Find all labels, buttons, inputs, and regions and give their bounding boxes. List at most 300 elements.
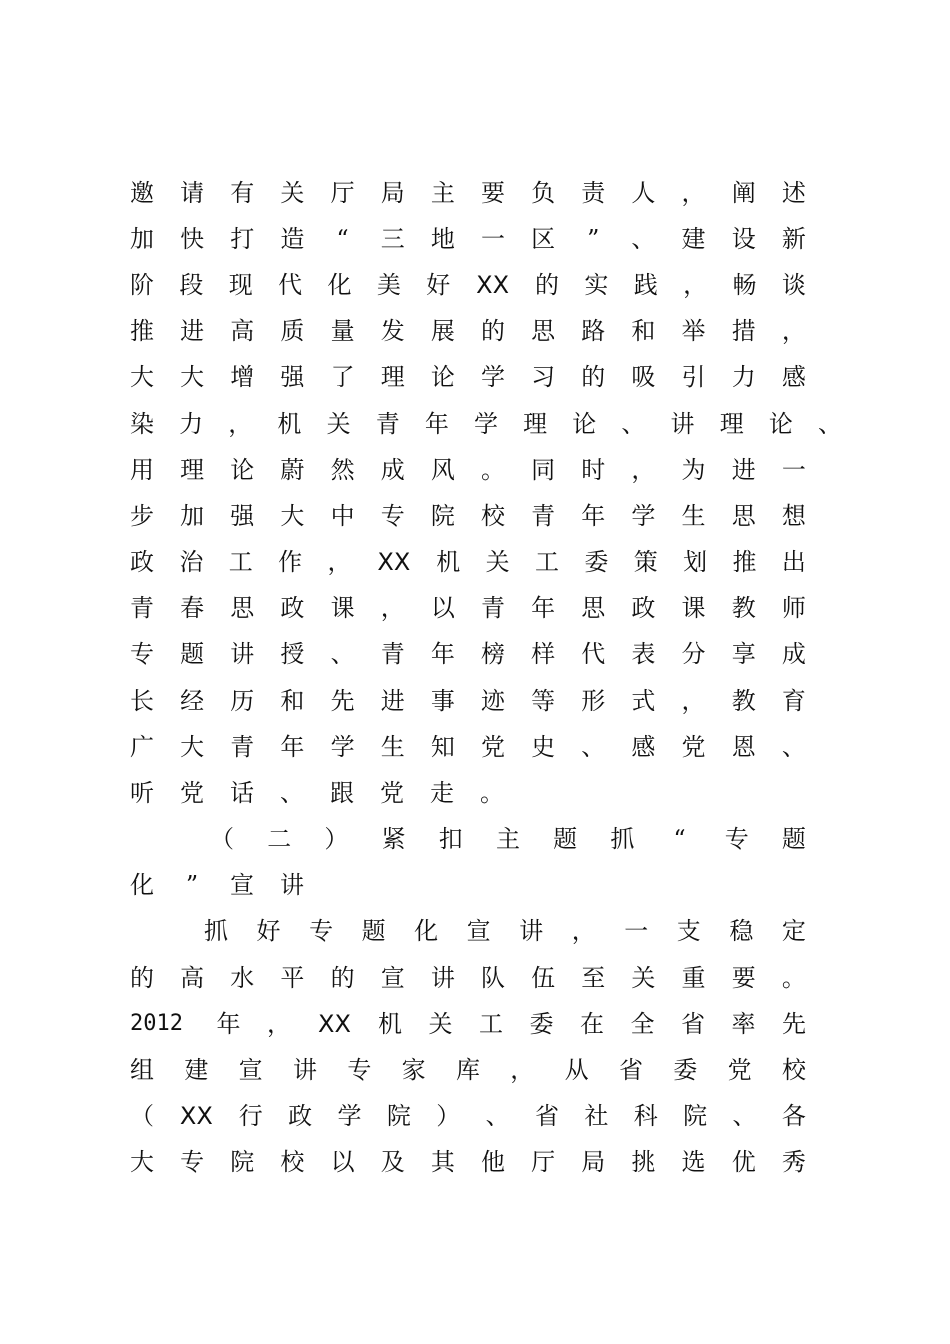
glyph: 青 [531, 502, 556, 530]
text-line [130, 173, 806, 213]
glyph: 院 [683, 1102, 708, 1130]
glyph: 委 [584, 548, 609, 576]
glyph: 推 [732, 548, 757, 576]
glyph: 题 [553, 825, 578, 853]
glyph: 支 [676, 917, 701, 945]
glyph: 队 [480, 964, 505, 992]
glyph: 广 [130, 733, 154, 761]
glyph: “ [673, 825, 686, 853]
glyph: 享 [731, 640, 756, 668]
glyph: 库 [455, 1056, 480, 1084]
glyph: 增 [230, 363, 255, 391]
glyph: 践 [633, 271, 658, 299]
glyph: 高 [230, 317, 255, 345]
glyph: 现 [228, 271, 253, 299]
glyph: 理 [719, 410, 744, 438]
glyph: 感 [631, 733, 656, 761]
glyph: 进 [180, 317, 205, 345]
glyph: 然 [330, 456, 355, 484]
glyph: 题 [361, 917, 386, 945]
glyph: 大 [180, 363, 205, 391]
glyph: 请 [180, 179, 205, 207]
glyph: 宣 [230, 871, 254, 899]
glyph: 快 [180, 225, 205, 253]
glyph: 。 [480, 456, 505, 484]
glyph: 院 [230, 1148, 255, 1176]
glyph: 形 [581, 687, 606, 715]
glyph: 以 [430, 594, 455, 622]
glyph: 专 [380, 502, 405, 530]
glyph: 、 [817, 410, 842, 438]
glyph: ， [267, 1010, 291, 1038]
glyph: 时 [581, 456, 606, 484]
glyph: 年 [424, 410, 449, 438]
glyph: 秀 [781, 1148, 806, 1176]
text-line [130, 1050, 806, 1090]
glyph: 的 [535, 271, 559, 299]
glyph: 题 [781, 825, 806, 853]
glyph: 主 [430, 179, 455, 207]
glyph: 论 [430, 363, 455, 391]
glyph: 课 [681, 594, 706, 622]
glyph: ” [185, 871, 199, 899]
glyph: ” [587, 225, 600, 253]
glyph: 专 [724, 825, 749, 853]
glyph: 学 [480, 363, 505, 391]
glyph: 讲 [670, 410, 695, 438]
glyph: 主 [495, 825, 520, 853]
glyph: 。 [480, 779, 504, 807]
glyph: 厅 [330, 179, 355, 207]
glyph: 大 [130, 1148, 154, 1176]
glyph: 厅 [531, 1148, 556, 1176]
glyph: ， [781, 317, 806, 345]
glyph: 科 [633, 1102, 658, 1130]
glyph: 平 [280, 964, 305, 992]
glyph: 学 [330, 733, 355, 761]
glyph: 思 [531, 317, 556, 345]
text-line [130, 958, 806, 998]
glyph: 讲 [292, 1056, 317, 1084]
glyph: 好 [256, 917, 281, 945]
glyph: 要 [480, 179, 505, 207]
text-line [130, 727, 806, 767]
glyph: 引 [681, 363, 706, 391]
glyph: 和 [280, 687, 305, 715]
glyph: 阶 [130, 271, 154, 299]
glyph: 等 [531, 687, 556, 715]
glyph: 政 [130, 548, 154, 576]
glyph: ， [683, 271, 708, 299]
glyph: 进 [731, 456, 756, 484]
glyph: 行 [238, 1102, 263, 1130]
glyph: 好 [426, 271, 451, 299]
glyph: 、 [732, 1102, 757, 1130]
glyph: 年 [216, 1010, 241, 1038]
glyph: 染 [130, 410, 154, 438]
glyph: 地 [430, 225, 455, 253]
glyph: 专 [347, 1056, 372, 1084]
glyph: 从 [564, 1056, 589, 1084]
glyph: 机 [378, 1010, 402, 1038]
glyph: 想 [781, 502, 806, 530]
glyph: 恩 [731, 733, 756, 761]
glyph: 了 [330, 363, 355, 391]
glyph: 宣 [380, 964, 405, 992]
glyph: 责 [581, 179, 606, 207]
text-line [130, 1096, 806, 1136]
glyph: 扣 [438, 825, 463, 853]
glyph: 关 [280, 179, 305, 207]
glyph: 紧 [381, 825, 406, 853]
glyph: 大 [280, 502, 305, 530]
glyph: 青 [375, 410, 400, 438]
glyph: 治 [179, 548, 204, 576]
glyph: 宣 [466, 917, 491, 945]
glyph: 宣 [238, 1056, 263, 1084]
glyph: 稳 [729, 917, 754, 945]
glyph: 至 [581, 964, 606, 992]
glyph: 省 [618, 1056, 643, 1084]
glyph: 的 [330, 964, 355, 992]
glyph: 建 [184, 1056, 209, 1084]
text-line [130, 219, 806, 259]
glyph: 党 [727, 1056, 752, 1084]
glyph: 二 [267, 825, 292, 853]
glyph: 新 [781, 225, 806, 253]
glyph: 大 [180, 733, 205, 761]
glyph: 党 [480, 733, 505, 761]
glyph: 年 [531, 594, 556, 622]
section-heading-line [210, 819, 806, 859]
glyph: 榜 [480, 640, 505, 668]
glyph: 委 [529, 1010, 554, 1038]
glyph: 力 [179, 410, 204, 438]
glyph: 负 [531, 179, 556, 207]
glyph: 生 [681, 502, 706, 530]
glyph: 工 [228, 548, 253, 576]
glyph: 化 [130, 871, 154, 899]
glyph: 抓 [610, 825, 635, 853]
glyph: 年 [430, 640, 455, 668]
glyph: 工 [479, 1010, 503, 1038]
text-line [130, 542, 806, 582]
glyph: 党 [180, 779, 204, 807]
glyph: 先 [782, 1010, 806, 1038]
glyph: 青 [380, 640, 405, 668]
glyph: 局 [380, 179, 405, 207]
glyph: 先 [330, 687, 355, 715]
glyph: 校 [280, 1148, 305, 1176]
text-line [130, 265, 806, 305]
text-line [130, 1004, 806, 1044]
glyph: 院 [430, 502, 455, 530]
glyph: 长 [130, 687, 154, 715]
glyph: 论 [230, 456, 255, 484]
glyph: 学 [337, 1102, 362, 1130]
glyph: 、 [621, 410, 646, 438]
text-line [130, 404, 842, 444]
glyph: 选 [681, 1148, 706, 1176]
glyph: 题 [180, 640, 205, 668]
glyph: 教 [731, 594, 756, 622]
glyph: 美 [376, 271, 401, 299]
glyph: 有 [230, 179, 255, 207]
glyph: 分 [681, 640, 706, 668]
glyph: 阐 [731, 179, 756, 207]
glyph: 思 [230, 594, 255, 622]
glyph: 政 [631, 594, 656, 622]
glyph: （ [210, 825, 234, 853]
glyph: 、 [581, 733, 606, 761]
glyph: 论 [768, 410, 793, 438]
glyph: 。 [781, 964, 806, 992]
glyph: 学 [631, 502, 656, 530]
glyph: 年 [280, 733, 305, 761]
glyph: 习 [531, 363, 556, 391]
glyph: 蔚 [280, 456, 305, 484]
glyph: 、 [485, 1102, 510, 1130]
glyph: ， [327, 548, 352, 576]
glyph: 专 [130, 640, 154, 668]
glyph: 吸 [631, 363, 656, 391]
glyph: 年 [581, 502, 606, 530]
glyph: 理 [180, 456, 205, 484]
glyph: 史 [531, 733, 556, 761]
glyph: 委 [673, 1056, 698, 1084]
glyph: 措 [731, 317, 756, 345]
text-line [130, 681, 806, 721]
glyph: 其 [430, 1148, 455, 1176]
text-line [130, 1142, 806, 1182]
glyph: 人 [631, 179, 656, 207]
glyph: 实 [584, 271, 609, 299]
glyph: “ [336, 225, 349, 253]
glyph: 为 [681, 456, 706, 484]
glyph: 青 [230, 733, 255, 761]
glyph: 化 [327, 271, 352, 299]
glyph: 授 [280, 640, 305, 668]
glyph: ， [681, 687, 706, 715]
glyph: 政 [280, 594, 305, 622]
glyph: 党 [681, 733, 706, 761]
glyph: 思 [581, 594, 606, 622]
glyph: （ [130, 1102, 154, 1130]
glyph: 听 [130, 779, 154, 807]
glyph: 大 [130, 363, 154, 391]
glyph: 区 [531, 225, 556, 253]
glyph: 关 [428, 1010, 453, 1038]
glyph: 质 [280, 317, 305, 345]
glyph: ， [571, 917, 596, 945]
glyph: 、 [781, 733, 806, 761]
glyph: 策 [633, 548, 658, 576]
glyph: 春 [180, 594, 205, 622]
glyph: 风 [430, 456, 455, 484]
text-line [204, 911, 806, 951]
glyph: ， [380, 594, 405, 622]
glyph: 水 [230, 964, 255, 992]
text-line [130, 773, 806, 813]
glyph: 代 [581, 640, 606, 668]
glyph: 机 [436, 548, 461, 576]
glyph: 进 [380, 687, 405, 715]
glyph: 省 [681, 1010, 705, 1038]
glyph: 经 [180, 687, 205, 715]
glyph: 成 [781, 640, 806, 668]
glyph: 强 [230, 502, 255, 530]
glyph: 跟 [330, 779, 354, 807]
glyph: 加 [180, 502, 205, 530]
glyph: ， [228, 410, 253, 438]
glyph: 以 [330, 1148, 355, 1176]
glyph: 一 [781, 456, 806, 484]
text-line [130, 311, 806, 351]
glyph: 发 [380, 317, 405, 345]
glyph: 式 [631, 687, 656, 715]
glyph: 关 [631, 964, 656, 992]
glyph: 讲 [430, 964, 455, 992]
glyph: 量 [330, 317, 355, 345]
glyph: 划 [683, 548, 708, 576]
glyph: 挑 [631, 1148, 656, 1176]
glyph: 中 [330, 502, 355, 530]
text-line [130, 450, 806, 490]
glyph: 作 [278, 548, 303, 576]
glyph: 重 [681, 964, 706, 992]
glyph: 的 [130, 964, 154, 992]
glyph: 他 [480, 1148, 505, 1176]
glyph: 青 [480, 594, 505, 622]
glyph: XX [476, 271, 510, 299]
glyph: 样 [531, 640, 556, 668]
glyph: 代 [278, 271, 303, 299]
glyph: 抓 [204, 917, 228, 945]
glyph: 设 [731, 225, 756, 253]
glyph: 省 [535, 1102, 559, 1130]
glyph: 畅 [732, 271, 757, 299]
glyph: ， [631, 456, 656, 484]
glyph: 课 [330, 594, 355, 622]
glyph: 段 [179, 271, 204, 299]
glyph: 邀 [130, 179, 154, 207]
glyph: 步 [130, 502, 154, 530]
glyph: 高 [180, 964, 205, 992]
glyph: 展 [430, 317, 455, 345]
glyph: 谈 [781, 271, 806, 299]
glyph: 校 [781, 1056, 806, 1084]
glyph: 生 [380, 733, 405, 761]
glyph: 推 [130, 317, 154, 345]
glyph: 出 [781, 548, 806, 576]
glyph: ， [681, 179, 706, 207]
glyph: 率 [731, 1010, 756, 1038]
glyph: 各 [781, 1102, 806, 1130]
glyph: 全 [630, 1010, 655, 1038]
glyph: 知 [430, 733, 455, 761]
text-line [130, 496, 806, 536]
glyph: 的 [480, 317, 505, 345]
glyph: 院 [386, 1102, 411, 1130]
section-heading-line [130, 865, 806, 905]
glyph: 讲 [230, 640, 255, 668]
glyph: 理 [380, 363, 405, 391]
glyph: XX [318, 1010, 351, 1038]
glyph: 一 [624, 917, 649, 945]
glyph: 、 [330, 640, 355, 668]
glyph: 历 [230, 687, 255, 715]
glyph: 造 [280, 225, 305, 253]
glyph: 校 [480, 502, 505, 530]
glyph: 关 [326, 410, 351, 438]
glyph: 专 [180, 1148, 205, 1176]
glyph: 三 [380, 225, 405, 253]
glyph: 讲 [519, 917, 544, 945]
glyph: 的 [581, 363, 606, 391]
glyph: ） [324, 825, 349, 853]
glyph: 及 [380, 1148, 405, 1176]
glyph: 成 [380, 456, 405, 484]
glyph: 党 [380, 779, 404, 807]
glyph: 局 [581, 1148, 606, 1176]
glyph: 青 [130, 594, 154, 622]
glyph: 力 [731, 363, 756, 391]
text-line [130, 357, 806, 397]
glyph: 化 [414, 917, 439, 945]
glyph: 家 [401, 1056, 426, 1084]
glyph: 机 [277, 410, 302, 438]
glyph: 感 [781, 363, 806, 391]
glyph: 举 [681, 317, 706, 345]
glyph: 定 [781, 917, 806, 945]
glyph: 表 [631, 640, 656, 668]
glyph: 师 [781, 594, 806, 622]
glyph: 组 [130, 1056, 154, 1084]
glyph: 强 [280, 363, 305, 391]
glyph: 关 [485, 548, 510, 576]
glyph: XX [179, 1102, 213, 1130]
glyph: 论 [572, 410, 597, 438]
glyph: 迹 [480, 687, 505, 715]
glyph: 路 [581, 317, 606, 345]
glyph: 2012 [130, 1011, 183, 1036]
glyph: XX [377, 548, 411, 576]
glyph: 专 [309, 917, 334, 945]
glyph: 伍 [531, 964, 556, 992]
glyph: 加 [130, 225, 154, 253]
glyph: 育 [781, 687, 806, 715]
glyph: 走 [430, 779, 454, 807]
glyph: 思 [731, 502, 756, 530]
glyph: ， [510, 1056, 535, 1084]
glyph: 优 [731, 1148, 756, 1176]
text-line [130, 588, 806, 628]
glyph: 打 [230, 225, 255, 253]
glyph: 用 [130, 456, 154, 484]
text-line [130, 634, 806, 674]
glyph: 话 [230, 779, 254, 807]
glyph: 学 [473, 410, 498, 438]
glyph: 建 [681, 225, 706, 253]
glyph: 、 [631, 225, 656, 253]
glyph: 教 [731, 687, 756, 715]
glyph: 在 [580, 1010, 604, 1038]
glyph: ） [436, 1102, 461, 1130]
glyph: 社 [584, 1102, 609, 1130]
glyph: 、 [280, 779, 304, 807]
glyph: 一 [480, 225, 505, 253]
glyph: 政 [288, 1102, 313, 1130]
